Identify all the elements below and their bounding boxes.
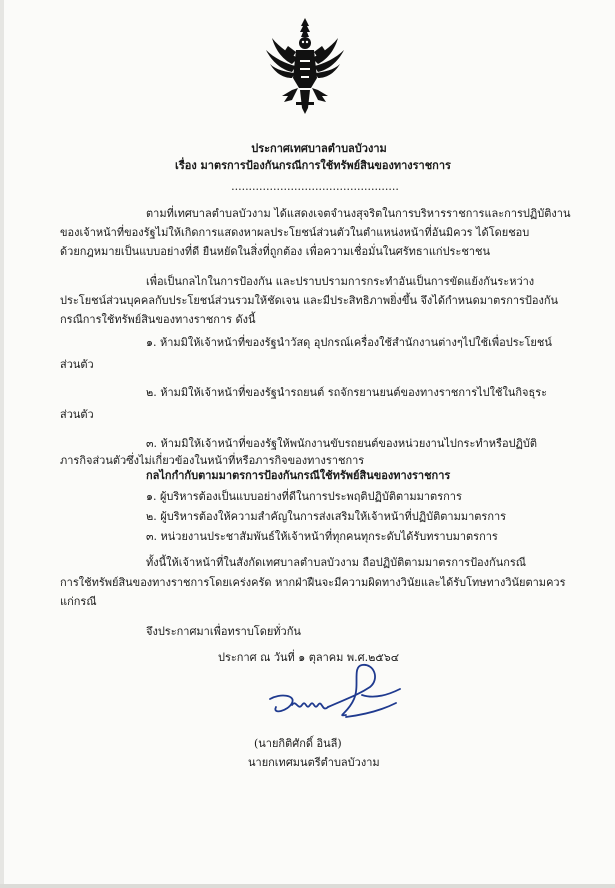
signatory-position: นายกเทศมนตรีตำบลบัวงาม (248, 756, 380, 769)
mechanism-heading: กลไกกำกับตามมาตรการป้องกันกรณีใช้ทรัพย์สินของทางราชการ (146, 469, 451, 482)
announcement-date: ประกาศ ณ วันที่ ๑ ตุลาคม พ.ศ.๒๕๖๔ (218, 651, 400, 664)
paragraph-3-line-1: ทั้งนี้ให้เจ้าหน้าที่ในสังกัดเทศบาลตำบลบัวงาม ถือปฏิบัติตามมาตรการป้องกันกรณี (146, 556, 526, 569)
measure-2-continuation: ส่วนตัว (60, 408, 94, 421)
garuda-emblem-icon (262, 16, 348, 116)
title-divider: ................................................ (231, 180, 399, 193)
paragraph-3-line-3: แก่กรณี (60, 595, 97, 608)
mechanism-3: ๓. หน่วยงานประชาสัมพันธ์ให้เจ้าหน้าที่ทุกคนทุกระดับได้รับทราบมาตรการ (146, 530, 498, 543)
document-title: ประกาศเทศบาลตำบลบัวงาม (251, 142, 387, 155)
paragraph-2-line-3: กรณีการใช้ทรัพย์สินของทางราชการ ดังนี้ (60, 313, 256, 326)
paragraph-1-line-2: ของเจ้าหน้าที่ของรัฐไม่ให้เกิดการแสดงหาผลประโยชน์ส่วนตัวในตำแหน่งหน้าที่อันมิควร ได้โดยชอบ (60, 226, 530, 239)
paragraph-1-line-1: ตามที่เทศบาลตำบลบัวงาม ได้แสดงเจตจำนงสุจริตในการบริหารราชการและการปฏิบัติงาน (146, 207, 571, 220)
document-subject: เรื่อง มาตรการป้องกันกรณีการใช้ทรัพย์สินของทางราชการ (175, 159, 451, 172)
paragraph-3-line-2: การใช้ทรัพย์สินของทางราชการโดยเคร่งครัด หากฝ่าฝืนจะมีความผิดทางวินัยและได้รับโทษทางวินัยตามควร (60, 576, 566, 589)
mechanism-1: ๑. ผู้บริหารต้องเป็นแบบอย่างที่ดีในการประพฤติปฏิบัติตามมาตรการ (146, 490, 462, 503)
mechanism-2: ๒. ผู้บริหารต้องให้ความสำคัญในการส่งเสริมให้เจ้าหน้าที่ปฏิบัติตามมาตรการ (146, 510, 507, 523)
page-edge (0, 0, 4, 888)
paragraph-2-line-1: เพื่อเป็นกลไกในการป้องกัน และปราบปรามการกระทำอันเป็นการขัดแย้งกันระหว่าง (146, 275, 535, 288)
page-bottom-edge (0, 884, 615, 888)
measure-2: ๒. ห้ามมิให้เจ้าหน้าที่ของรัฐนำรถยนต์ รถจักรยานยนต์ของทางราชการไปใช้ในกิจธุระ (146, 386, 548, 399)
measure-3: ๓. ห้ามมิให้เจ้าหน้าที่ของรัฐให้พนักงานขับรถยนต์ของหน่วยงานไปกระทำหรือปฏิบัติ (146, 437, 538, 450)
measure-3-continuation: ภารกิจส่วนตัวซึ่งไม่เกี่ยวข้องในหน้าที่หรือภารกิจของทางราชการ (60, 454, 365, 467)
paragraph-1-line-3: ด้วยกฎหมายเป็นแบบอย่างที่ดี ยืนหยัดในสิ่งที่ถูกต้อง เพื่อความเชื่อมั่นในศรัทธาแก่ประชาชน (60, 245, 490, 258)
measure-1: ๑. ห้ามมิให้เจ้าหน้าที่ของรัฐนำวัสดุ อุปกรณ์เครื่องใช้สำนักงานต่างๆไปใช้เพื่อประโยชน์ (146, 336, 552, 349)
paragraph-2-line-2: ประโยชน์ส่วนบุคคลกับประโยชน์ส่วนรวมให้ชัดเจน และมีประสิทธิภาพยิ่งขึ้น จึงได้กำหนดมาตรการป้องกัน (60, 294, 559, 307)
announcement-line: จึงประกาศมาเพื่อทราบโดยทั่วกัน (146, 625, 301, 638)
handwritten-signature (262, 655, 412, 735)
signatory-name: (นายกิติศักดิ์ อินลี) (254, 737, 342, 750)
measure-1-continuation: ส่วนตัว (60, 358, 94, 371)
